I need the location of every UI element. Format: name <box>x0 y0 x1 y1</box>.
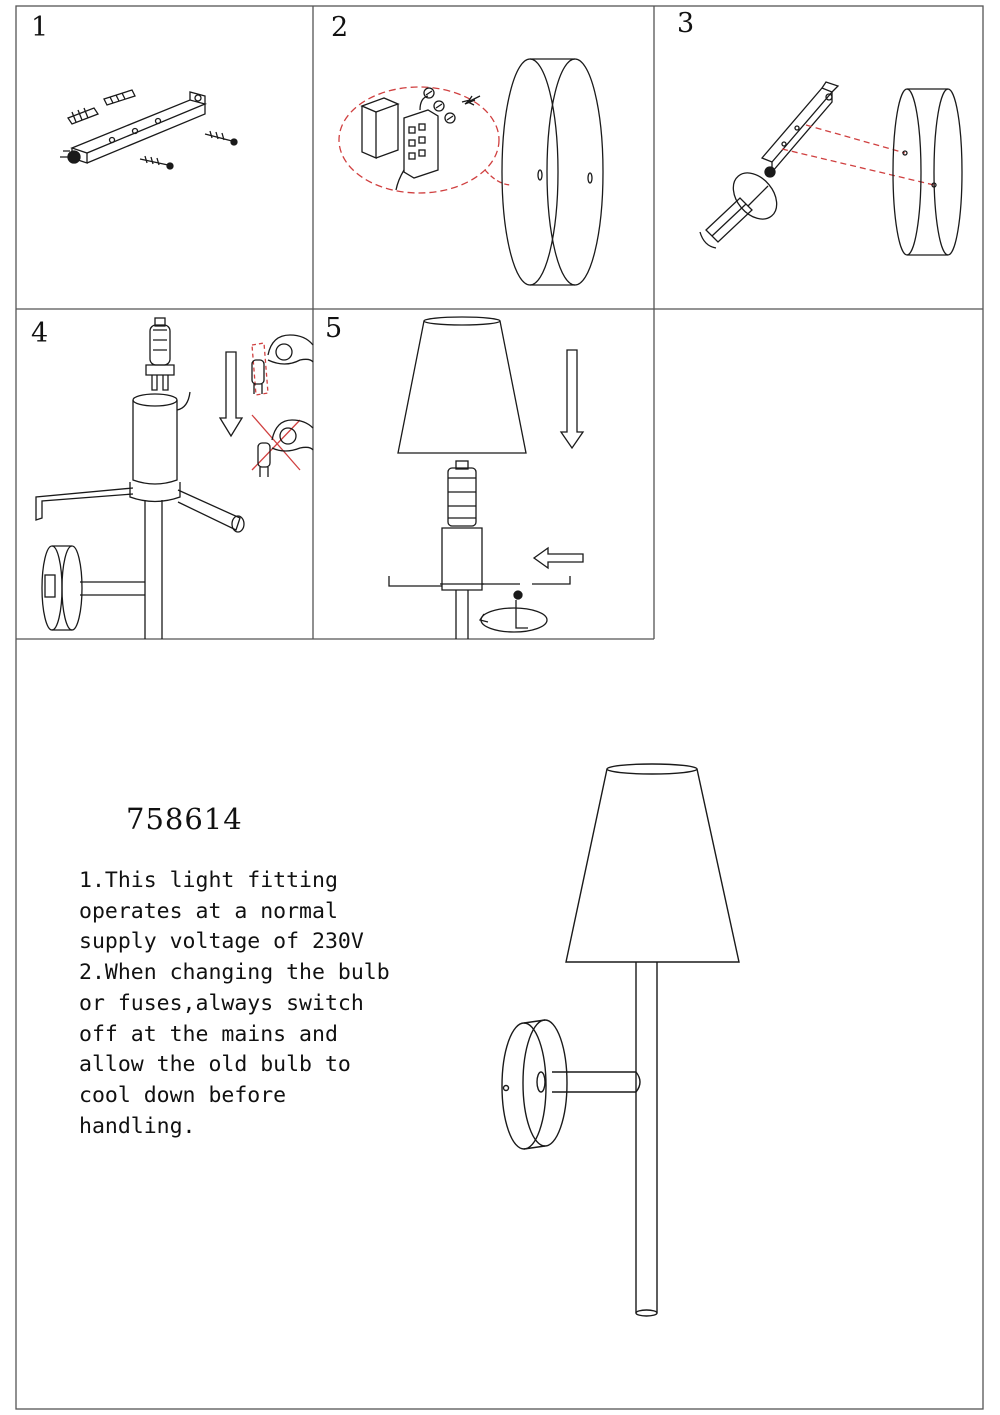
mounting-bracket <box>72 92 205 163</box>
model-number: 758614 <box>126 802 243 836</box>
screwdriver-icon <box>700 165 786 248</box>
wire-symbols <box>424 88 480 123</box>
step1-illustration <box>60 90 237 169</box>
canopy-disc-small <box>893 89 962 255</box>
step-number-2: 2 <box>331 12 349 43</box>
lamp-shade-step5 <box>398 317 526 453</box>
screw-left <box>60 151 80 163</box>
lamp-stem <box>636 962 657 1316</box>
lamp-shade <box>566 764 739 962</box>
hand-incorrect-icon <box>252 415 313 477</box>
wall-plugs <box>68 90 135 124</box>
wall-canopy <box>502 1020 567 1149</box>
note-item: 2.When changing the bulb or fuses,always switch off at the mains and allow the old bulb to cool down before handling. <box>79 960 403 1139</box>
step2-illustration <box>339 59 603 285</box>
g9-bulb <box>146 318 174 390</box>
terminal-block <box>362 96 438 190</box>
left-arrow-icon <box>534 548 583 568</box>
canopy-disc <box>502 59 603 285</box>
step-number-1: 1 <box>31 12 49 43</box>
down-arrow-icon <box>220 352 242 436</box>
step-number-5: 5 <box>325 313 343 344</box>
panel-grid <box>16 6 983 1409</box>
note-item: 1.This light fitting operates at a normal supply voltage of 230V <box>79 868 364 955</box>
down-arrow-icon-step5 <box>561 350 583 448</box>
page-border <box>16 6 983 1409</box>
bracket-angled <box>762 82 838 177</box>
bulb-installed <box>448 461 476 526</box>
step5-illustration <box>389 317 583 639</box>
hand-correct-icon <box>252 335 313 395</box>
wall-lamp-drawing <box>502 764 739 1316</box>
step4-illustration <box>36 318 313 639</box>
wall-canopy-left <box>42 546 145 630</box>
allen-key-icon <box>480 591 547 632</box>
bulb-holder <box>36 392 244 639</box>
lamp-arm <box>537 1072 640 1092</box>
step-number-4: 4 <box>31 318 49 349</box>
safety-notes <box>79 866 409 1142</box>
step-number-3: 3 <box>677 8 695 39</box>
holder-step5 <box>389 528 570 639</box>
step3-illustration <box>700 82 962 255</box>
wood-screws <box>140 131 237 169</box>
